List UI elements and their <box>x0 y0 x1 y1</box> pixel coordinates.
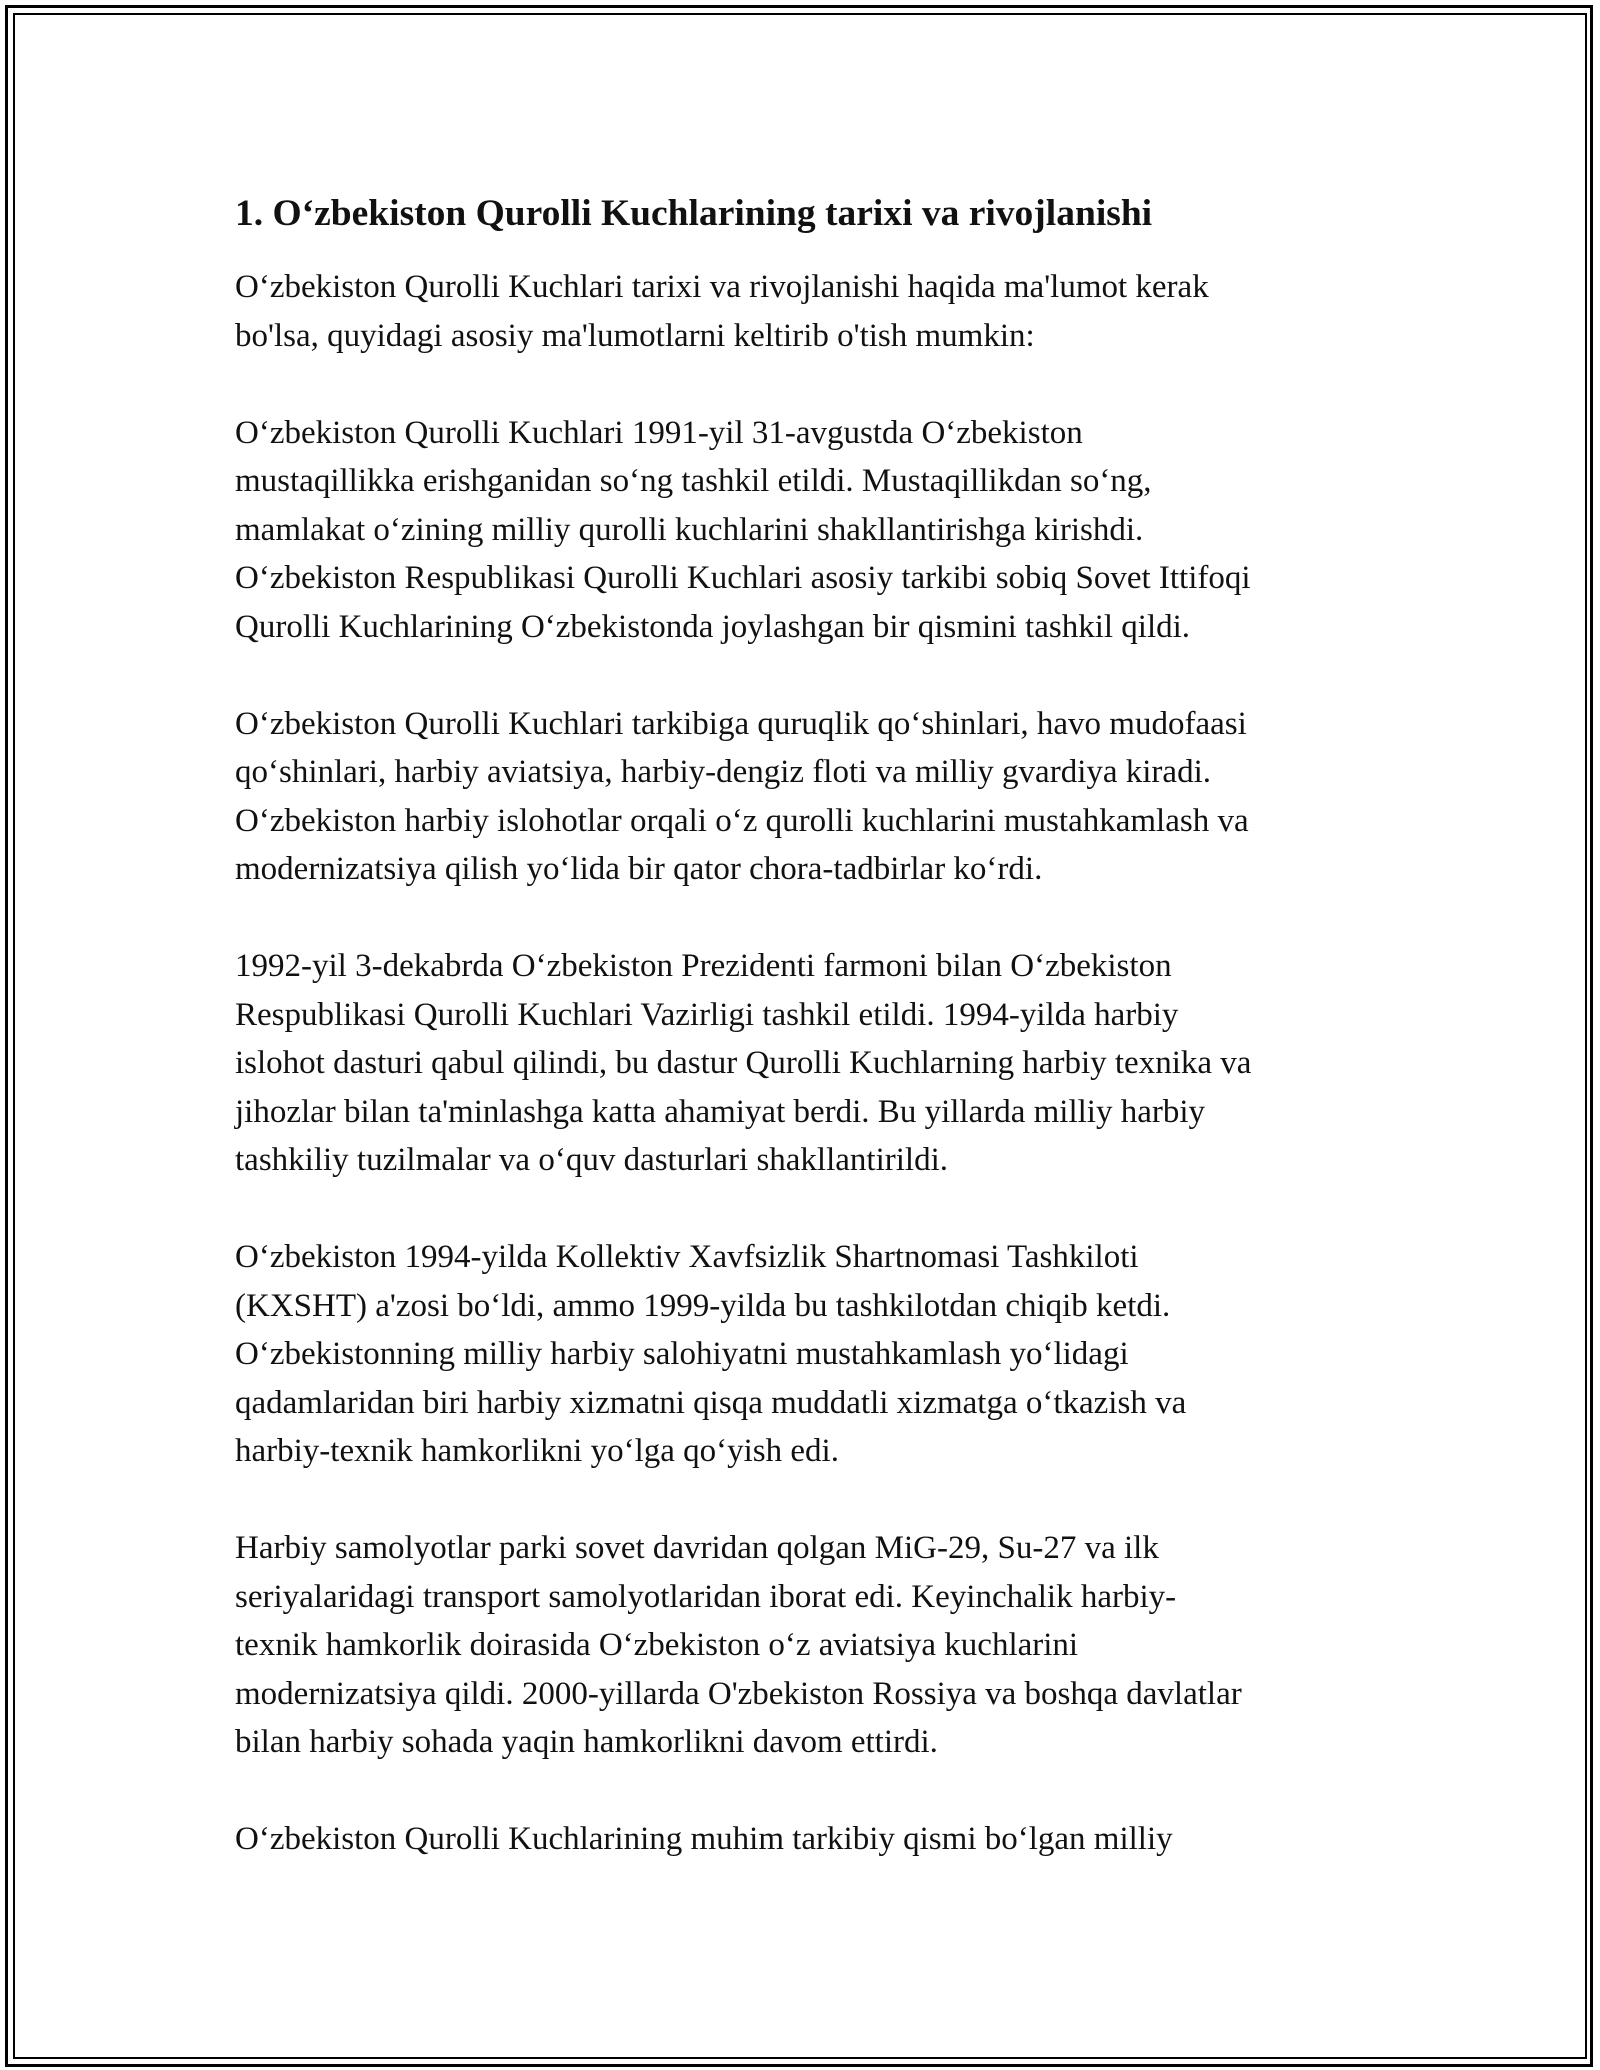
paragraph-line: seriyalaridagi transport samolyotlaridan iborat edi. Keyinchalik harbiy- <box>235 1578 1177 1615</box>
document-body <box>235 185 1375 1864</box>
paragraph-final <box>235 1815 1375 1864</box>
paragraph-line: Respublikasi Qurolli Kuchlari Vazirligi tashkil etildi. 1994-yilda harbiy <box>235 996 1179 1033</box>
paragraph-line: O‘zbekiston Qurolli Kuchlarining muhim tarkibiy qismi bo‘lgan milliy <box>235 1821 1173 1857</box>
paragraph-line: tashkiliy tuzilmalar va o‘quv dasturlari shakllantirildi. <box>235 1142 948 1178</box>
paragraph-line: Harbiy samolyotlar parki sovet davridan qolgan MiG-29, Su-27 va ilk <box>235 1530 1159 1566</box>
paragraph-ministry <box>235 942 1375 1185</box>
paragraph-line: modernizatsiya qildi. 2000-yillarda O'zbekiston Rossiya va boshqa davlatlar <box>235 1675 1242 1712</box>
paragraph-line: jihozlar bilan ta'minlashga katta ahamiyat berdi. Bu yillarda milliy harbiy <box>235 1093 1206 1130</box>
paragraph-line: 1992-yil 3-dekabrda O‘zbekiston Prezidenti farmoni bilan O‘zbekiston <box>235 948 1172 984</box>
paragraph-intro <box>235 263 1375 360</box>
paragraph-line: O‘zbekiston Respublikasi Qurolli Kuchlari asosiy tarkibi sobiq Sovet Ittifoqi <box>235 560 1251 596</box>
paragraph-line: O‘zbekiston harbiy islohotlar orqali o‘z qurolli kuchlarini mustahkamlash va <box>235 802 1249 839</box>
paragraph-line: qadamlaridan biri harbiy xizmatni qisqa muddatli xizmatga o‘tkazish va <box>235 1384 1187 1421</box>
paragraph-line: O‘zbekiston Qurolli Kuchlari 1991-yil 31-avgustda O‘zbekiston <box>235 414 1083 451</box>
paragraph-line: bo'lsa, quyidagi asosiy ma'lumotlarni keltirib o'tish mumkin: <box>235 317 1035 354</box>
section-heading: 1. O‘zbekiston Qurolli Kuchlarining tarixi va rivojlanishi <box>235 193 1153 234</box>
paragraph-line: O‘zbekiston 1994-yilda Kollektiv Xavfsizlik Shartnomasi Tashkiloti <box>235 1239 1139 1275</box>
paragraph-line: islohot dasturi qabul qilindi, bu dastur Qurolli Kuchlarning harbiy texnika va <box>235 1045 1252 1081</box>
paragraph-aviation <box>235 1524 1375 1767</box>
paragraph-line: bilan harbiy sohada yaqin hamkorlikni davom ettirdi. <box>235 1724 938 1760</box>
paragraph-line: O‘zbekistonning milliy harbiy salohiyatni mustahkamlash yo‘lidagi <box>235 1336 1129 1372</box>
paragraph-line: texnik hamkorlik doirasida O‘zbekiston o‘z aviatsiya kuchlarini <box>235 1627 1079 1663</box>
paragraph-line: harbiy-texnik hamkorlikni yo‘lga qo‘yish edi. <box>235 1433 839 1469</box>
paragraph-structure <box>235 700 1375 894</box>
paragraph-founding <box>235 409 1375 652</box>
paragraph-line: mamlakat o‘zining milliy qurolli kuchlarini shakllantirishga kirishdi. <box>235 511 1144 548</box>
paragraph-line: O‘zbekiston Qurolli Kuchlari tarkibiga quruqlik qo‘shinlari, havo mudofaasi <box>235 705 1247 742</box>
paragraph-line: qo‘shinlari, harbiy aviatsiya, harbiy-dengiz floti va milliy gvardiya kiradi. <box>235 754 1211 790</box>
paragraph-line: O‘zbekiston Qurolli Kuchlari tarixi va rivojlanishi haqida ma'lumot kerak <box>235 269 1209 305</box>
paragraph-line: Qurolli Kuchlarining O‘zbekistonda joylashgan bir qismini tashkil qildi. <box>235 608 1191 645</box>
paragraph-line: (KXSHT) a'zosi bo‘ldi, ammo 1999-yilda bu tashkilotdan chiqib ketdi. <box>235 1287 1171 1324</box>
paragraph-line: mustaqillikka erishganidan so‘ng tashkil etildi. Mustaqillikdan so‘ng, <box>235 463 1152 499</box>
paragraph-csto <box>235 1233 1375 1476</box>
paragraph-line: modernizatsiya qilish yo‘lida bir qator chora-tadbirlar ko‘rdi. <box>235 851 1043 887</box>
